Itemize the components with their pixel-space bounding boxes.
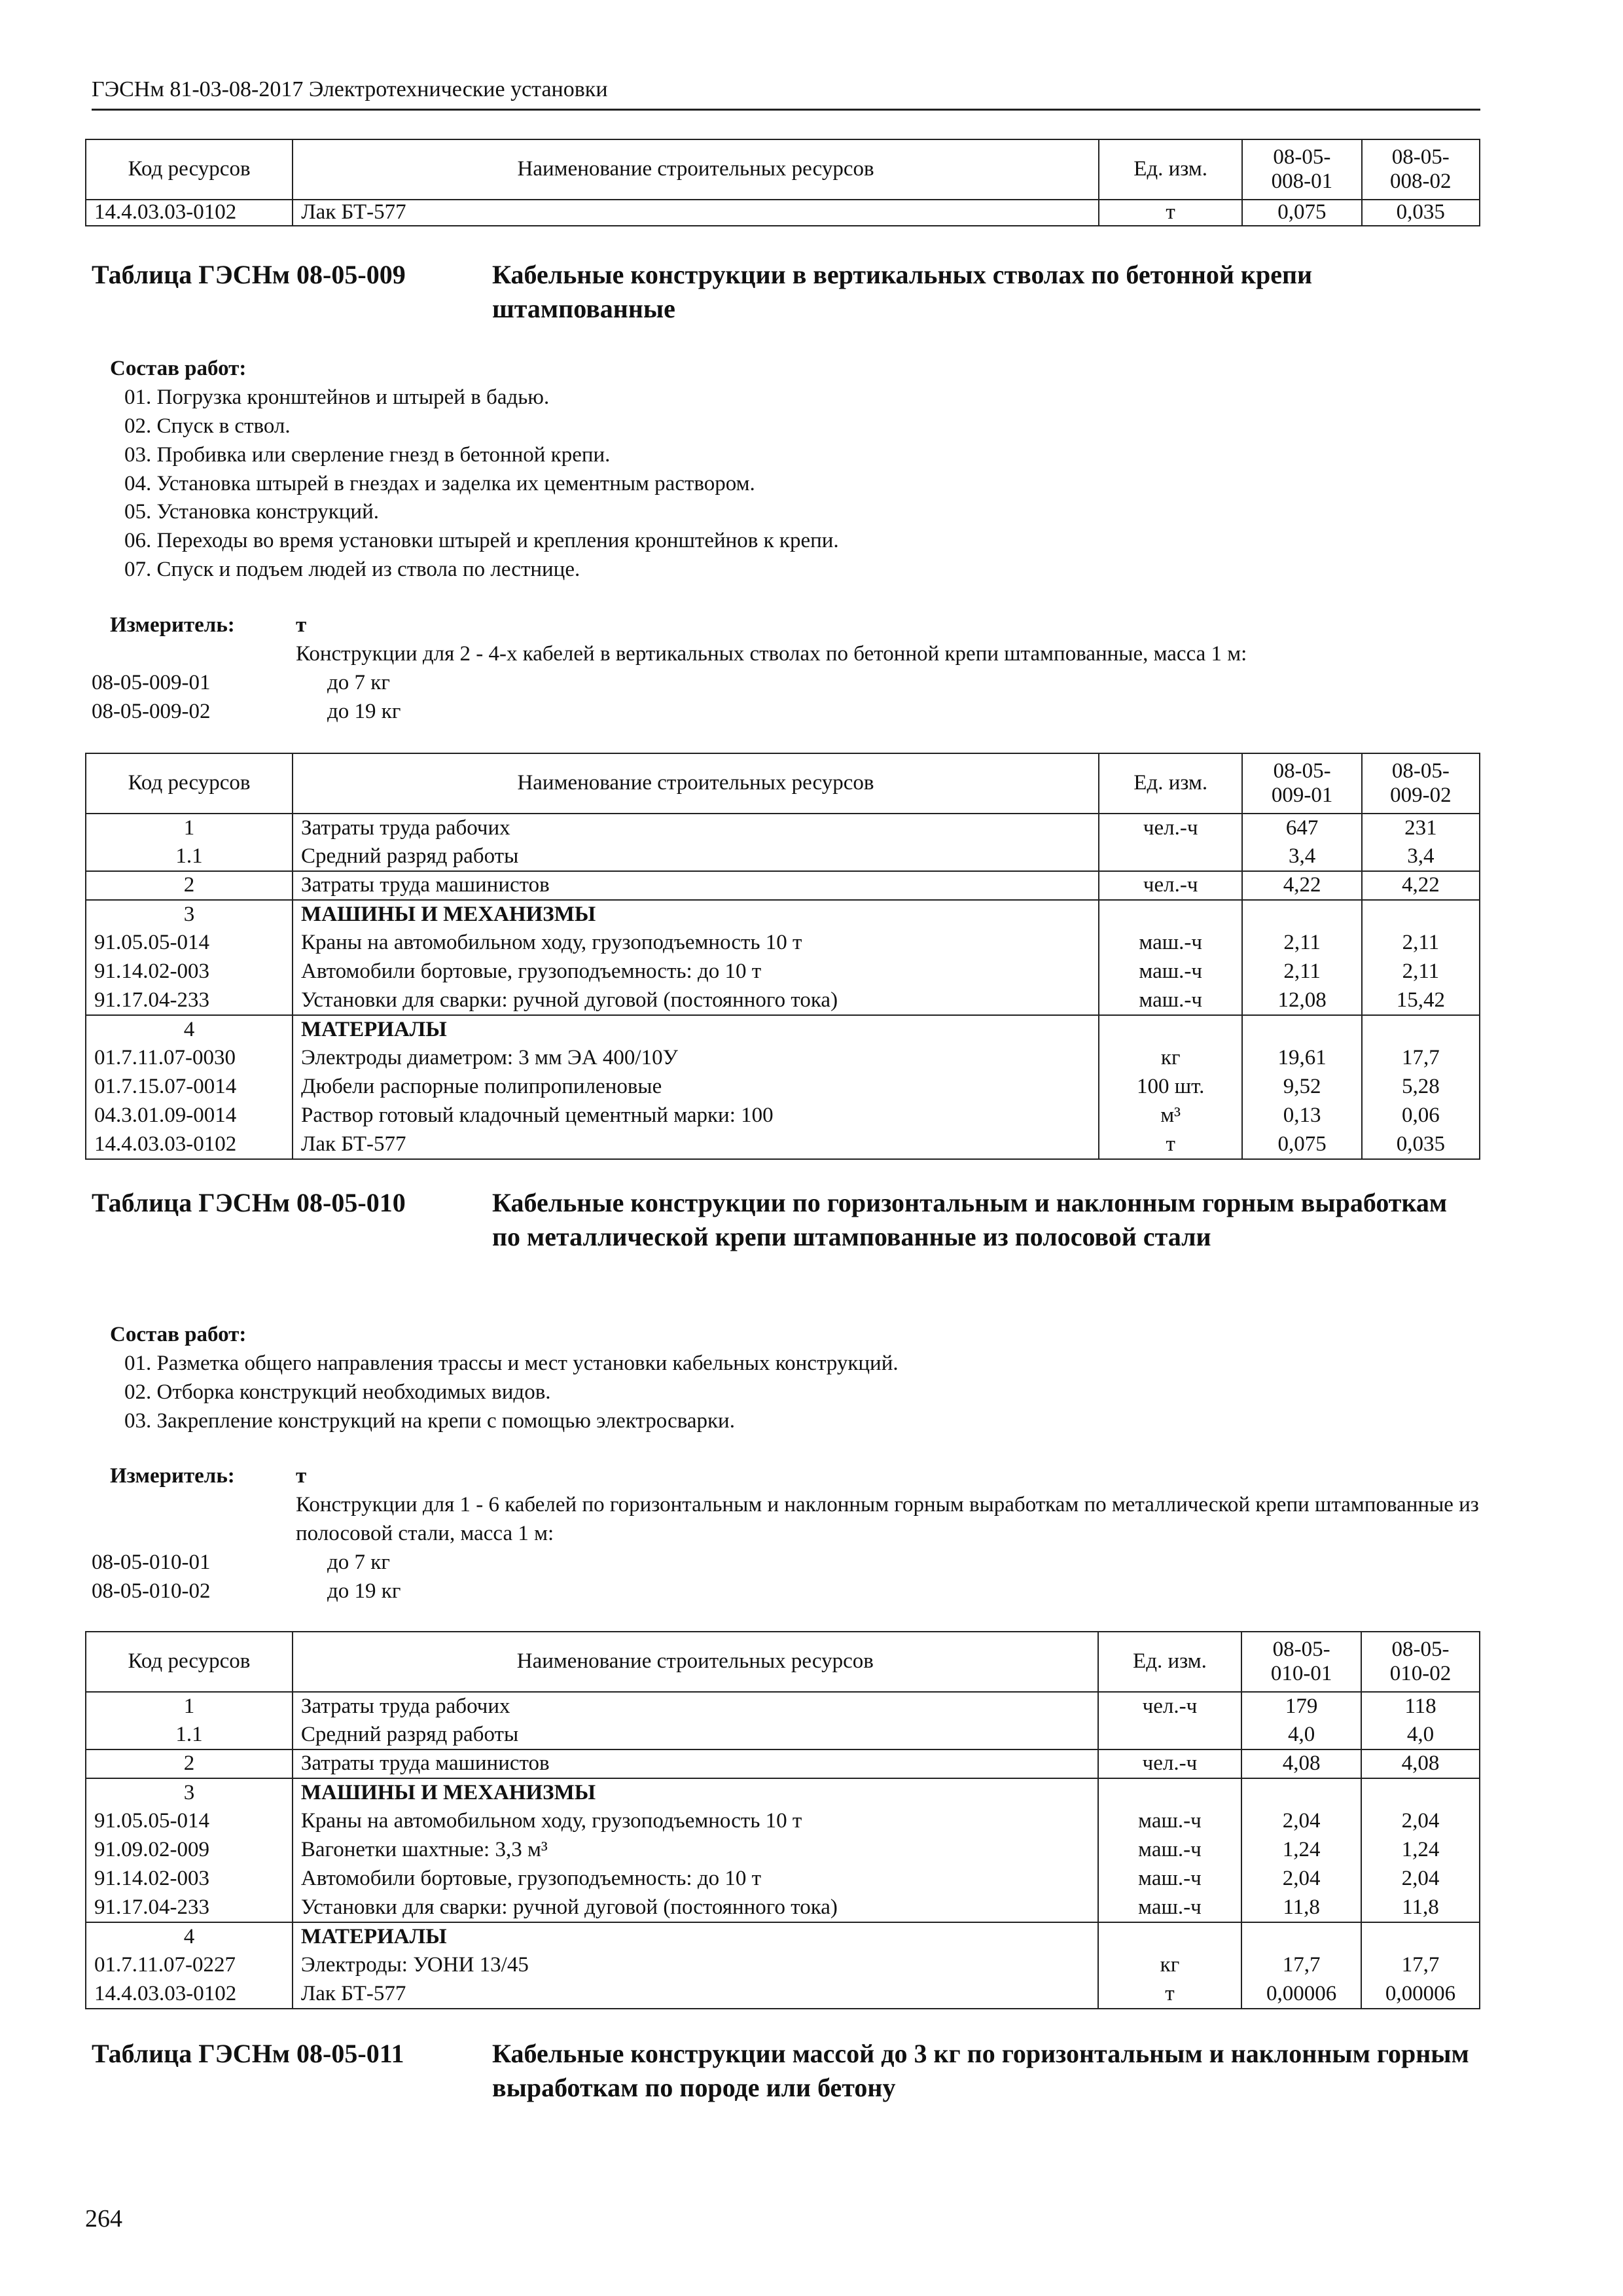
norm-item: 08-05-009-02 до 19 кг <box>92 699 401 723</box>
table-row: 04.3.01.09-0014 Раствор готовый кладочный цементный марки: 100 м³ 0,13 0,06 <box>86 1102 1480 1130</box>
measure-block-010 <box>92 1462 1479 1606</box>
work-composition-009 <box>92 355 1479 584</box>
col-header-name: Наименование строительных ресурсов <box>293 1632 1098 1692</box>
work-composition-label: Состав работ: <box>110 1323 247 1346</box>
operation-item: 03. Закрепление конструкций на крепи с помощью электросварки. <box>124 1408 735 1433</box>
operation-item: 01. Разметка общего направления трассы и мест установки кабельных конструкций. <box>124 1351 899 1375</box>
operation-item: 03. Пробивка или сверление гнезд в бетонной крепи. <box>124 442 611 467</box>
table-row: 14.4.03.03-0102 Лак БТ-577 т 0,075 0,035 <box>86 1130 1480 1159</box>
table-row: 2 Затраты труда машинистов чел.-ч 4,08 4,08 <box>86 1749 1480 1778</box>
measure-description: Конструкции для 2 - 4-х кабелей в вертикальных стволах по бетонной крепи штампованные, масса 1 м: <box>296 642 1247 666</box>
table-caption: Кабельные конструкции массой до 3 кг по горизонтальным и наклонным горным выработкам по породе или бетону <box>492 2039 1469 2102</box>
norm-item: 08-05-010-02 до 19 кг <box>92 1579 401 1603</box>
table-row: 91.09.02-009 Вагонетки шахтные: 3,3 м³ маш.-ч 1,24 1,24 <box>86 1836 1480 1865</box>
table-row: 1.1 Средний разряд работы 3,4 3,4 <box>86 842 1480 871</box>
table-row: 01.7.15.07-0014 Дюбели распорные полипропиленовые 100 шт. 9,52 5,28 <box>86 1073 1480 1102</box>
col-header-code: Код ресурсов <box>86 139 293 200</box>
table-row: 91.05.05-014 Краны на автомобильном ходу, грузоподъемность 10 т маш.-ч 2,04 2,04 <box>86 1807 1480 1836</box>
table-number: Таблица ГЭСНм 08-05-011 <box>92 2039 404 2068</box>
measure-unit: т <box>296 613 307 637</box>
table-row: 1.1 Средний разряд работы 4,0 4,0 <box>86 1721 1480 1749</box>
table-row: 14.4.03.03-0102 Лак БТ-577 т 0,075 0,035 <box>86 200 1480 226</box>
work-composition-010 <box>92 1321 1479 1436</box>
resources-table-010 <box>85 1631 1480 2009</box>
norm-item: 08-05-009-01 до 7 кг <box>92 670 390 694</box>
col-header-code: Код ресурсов <box>86 753 293 814</box>
table-title-010 <box>92 1186 1479 1291</box>
col-header-v2: 08-05- 008-02 <box>1362 139 1480 200</box>
operation-item: 01. Погрузка кронштейнов и штырей в бадью. <box>124 385 550 409</box>
col-header-name: Наименование строительных ресурсов <box>293 753 1099 814</box>
table-row-section: 3 МАШИНЫ И МЕХАНИЗМЫ <box>86 900 1480 929</box>
table-row-section: 3 МАШИНЫ И МЕХАНИЗМЫ <box>86 1778 1480 1807</box>
operation-item: 05. Установка конструкций. <box>124 500 380 524</box>
table-number: Таблица ГЭСНм 08-05-010 <box>92 1188 406 1217</box>
operation-item: 02. Отборка конструкций необходимых видов. <box>124 1380 551 1404</box>
table-row: 91.14.02-003 Автомобили бортовые, грузоподъемность: до 10 т маш.-ч 2,04 2,04 <box>86 1865 1480 1893</box>
page-number: 264 <box>85 2205 122 2233</box>
col-header-v1: 08-05- 009-01 <box>1242 753 1361 814</box>
measure-block-009 <box>92 611 1479 726</box>
table-row: 1 Затраты труда рабочих чел.-ч 179 118 <box>86 1692 1480 1721</box>
table-row-section: 4 МАТЕРИАЛЫ <box>86 1922 1480 1951</box>
table-title-011 <box>92 2037 1479 2109</box>
table-row: 91.17.04-233 Установки для сварки: ручной дуговой (постоянного тока) маш.-ч 11,8 11,8 <box>86 1893 1480 1922</box>
col-header-v1: 08-05- 008-01 <box>1242 139 1361 200</box>
operation-item: 02. Спуск в ствол. <box>124 414 291 438</box>
table-title-009 <box>92 258 1479 330</box>
col-header-unit: Ед. изм. <box>1099 753 1243 814</box>
col-header-code: Код ресурсов <box>86 1632 293 1692</box>
work-composition-label: Состав работ: <box>110 357 247 380</box>
resources-table-009 <box>85 753 1480 1160</box>
measure-description: Конструкции для 1 - 6 кабелей по горизонтальным и наклонным горным выработкам по металлической крепи штампованные из полосовой стали, масса 1 м: <box>296 1493 1479 1545</box>
table-row: 01.7.11.07-0227 Электроды: УОНИ 13/45 кг 17,7 17,7 <box>86 1951 1480 1980</box>
norm-item: 08-05-010-01 до 7 кг <box>92 1550 390 1574</box>
table-row: 01.7.11.07-0030 Электроды диаметром: 3 мм ЭА 400/10У кг 19,61 17,7 <box>86 1044 1480 1073</box>
table-row: 1 Затраты труда рабочих чел.-ч 647 231 <box>86 814 1480 842</box>
table-row: 91.05.05-014 Краны на автомобильном ходу, грузоподъемность 10 т маш.-ч 2,11 2,11 <box>86 929 1480 958</box>
running-header: ГЭСНм 81-03-08-2017 Электротехнические установки <box>92 77 608 101</box>
table-08-05-008-continuation <box>85 139 1480 226</box>
table-caption: Кабельные конструкции в вертикальных стволах по бетонной крепи штампованные <box>492 260 1313 323</box>
table-row: 91.17.04-233 Установки для сварки: ручной дуговой (постоянного тока) маш.-ч 12,08 15,42 <box>86 986 1480 1015</box>
col-header-unit: Ед. изм. <box>1099 139 1242 200</box>
col-header-v2: 08-05- 010-02 <box>1361 1632 1480 1692</box>
operation-item: 06. Переходы во время установки штырей и крепления кронштейнов к крепи. <box>124 529 839 553</box>
col-header-unit: Ед. изм. <box>1098 1632 1241 1692</box>
col-header-v1: 08-05- 010-01 <box>1241 1632 1361 1692</box>
measure-label: Измеритель: <box>110 613 235 637</box>
col-header-name: Наименование строительных ресурсов <box>293 139 1099 200</box>
table-number: Таблица ГЭСНм 08-05-009 <box>92 260 406 289</box>
measure-label: Измеритель: <box>110 1464 235 1488</box>
header-rule <box>92 109 1480 111</box>
measure-unit: т <box>296 1464 307 1488</box>
table-row: 14.4.03.03-0102 Лак БТ-577 т 0,00006 0,00006 <box>86 1980 1480 2009</box>
col-header-v2: 08-05- 009-02 <box>1362 753 1480 814</box>
operation-item: 04. Установка штырей в гнездах и заделка их цементным раствором. <box>124 471 755 495</box>
operation-item: 07. Спуск и подъем людей из ствола по лестнице. <box>124 558 580 582</box>
table-caption: Кабельные конструкции по горизонтальным и наклонным горным выработкам по металлической крепи штампованные из полосовой стали <box>492 1188 1448 1251</box>
table-row: 91.14.02-003 Автомобили бортовые, грузоподъемность: до 10 т маш.-ч 2,11 2,11 <box>86 958 1480 986</box>
table-row-section: 4 МАТЕРИАЛЫ <box>86 1015 1480 1044</box>
table-row: 2 Затраты труда машинистов чел.-ч 4,22 4,22 <box>86 871 1480 900</box>
